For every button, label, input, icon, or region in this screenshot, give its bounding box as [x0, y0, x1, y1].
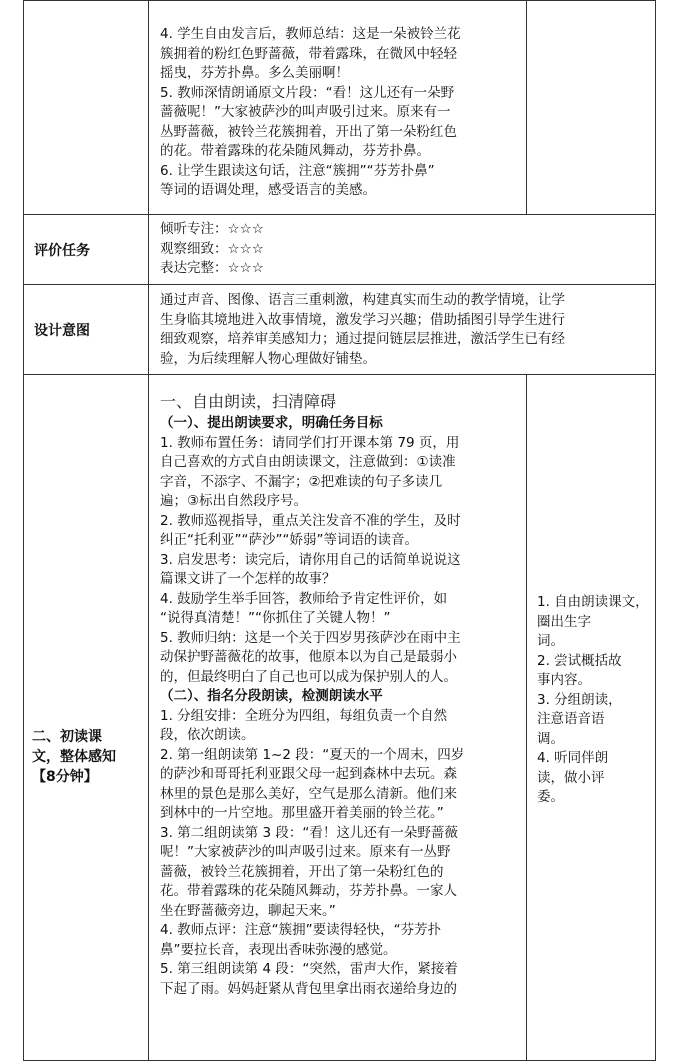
- step-line: 的，但最终明白了自己也可以成为保护别人的人。: [160, 668, 457, 685]
- step-line: 下起了雨。妈妈赶紧从背包里拿出雨衣递给身边的: [160, 980, 457, 997]
- step-line: 林里的景色是那么美好，空气是那么清新。他们来: [160, 785, 457, 802]
- text-line: 蔷薇呢！”大家被萨沙的叫声吸引过来。原来有一: [160, 104, 451, 120]
- step-line: 2. 教师巡视指导，重点关注发音不准的学生，及时: [160, 512, 461, 529]
- activity-line: 2. 尝试概括故: [537, 652, 622, 669]
- student-activities: [527, 375, 655, 808]
- step-line: 1. 分组安排：全班分为四组，每组负责一个自然: [160, 707, 448, 724]
- section2-content: [149, 391, 526, 999]
- step-line: 蔷薇，被铃兰花簇拥着，开出了第一朵粉红色的: [160, 863, 444, 880]
- step-line: 段，依次朗读。: [160, 727, 255, 743]
- criterion-line: 观察细致：☆☆☆: [160, 240, 264, 257]
- activity-line: 圈出生字: [537, 613, 591, 630]
- step-line: 到林中的一片空地。那里盛开着美丽的铃兰花。”: [160, 805, 444, 821]
- step-line: “说得真清楚！”“你抓住了关键人物！”: [160, 610, 391, 626]
- section-heading: 一、自由朗读，扫清障碍: [160, 392, 337, 411]
- text-line: 簇拥着的粉红色野蔷薇，带着露珠，在微风中轻轻: [160, 45, 457, 62]
- step-line: 篇课文讲了一个怎样的故事？: [160, 571, 336, 587]
- text-line: 通过声音、图像、语言三重刺激，构建真实而生动的教学情境，让学: [160, 292, 565, 308]
- step-line: 花。带着露珠的花朵随风舞动，芬芳扑鼻。一家人: [160, 883, 457, 899]
- subheading-1: （一）、提出朗读要求，明确任务目标: [160, 415, 383, 431]
- activity-line: 读，做小评: [537, 769, 605, 786]
- step-line: 3. 启发思考：读完后，请你用自己的话简单说说这: [160, 551, 461, 568]
- step-line: 坐在野蔷薇旁边，聊起天来。”: [160, 902, 336, 919]
- subsection-2-steps: [160, 707, 520, 1000]
- text-line: 5. 教师深情朗诵原文片段：“看！这儿还有一朵野: [160, 84, 455, 101]
- evaluation-content-cell: [148, 214, 656, 285]
- evaluation-label: 评价任务: [23, 214, 149, 285]
- row1-content-cell: [148, 0, 527, 215]
- text-line: 4. 学生自由发言后，教师总结：这是一朵被铃兰花: [160, 26, 461, 42]
- criterion-line: 表达完整：☆☆☆: [160, 260, 264, 276]
- row1-label-cell: [23, 0, 149, 215]
- step-line: 动保护野蔷薇花的故事，他原本以为自己是最弱小: [160, 649, 457, 665]
- text-line: 丛野蔷薇，被铃兰花簇拥着，开出了第一朵粉红色: [160, 123, 457, 140]
- text-line: 的花。带着露珠的花朵随风舞动，芬芳扑鼻。: [160, 143, 430, 159]
- step-line: 5. 第三组朗读第 4 段：“突然，雷声大作，紧接着: [160, 961, 458, 977]
- activity-line: 委。: [537, 789, 564, 805]
- activity-line: 事内容。: [537, 672, 591, 688]
- row1-activity-cell: [526, 0, 656, 215]
- section2-content-cell: [148, 374, 527, 1061]
- text-line: 细致观察，培养审美感知力；通过提问链层层推进，激活学生已有经: [160, 331, 565, 347]
- step-line: 1. 教师布置任务：请同学们打开课本第 79 页，用: [160, 434, 460, 451]
- activity-line: 1. 自由朗读课文，: [537, 594, 649, 610]
- step-line: 呢！”大家被萨沙的叫声吸引过来。原来有一丛野: [160, 844, 451, 860]
- section2-label-cell: [23, 374, 149, 1061]
- step-line: 3. 第二组朗读第 3 段：“看！这儿还有一朵野蔷薇: [160, 824, 458, 841]
- subheading-2: （二）、指名分段朗读，检测朗读水平: [160, 688, 383, 704]
- design-label: 设计意图: [23, 284, 149, 375]
- label-line: 二、初读课: [32, 729, 102, 745]
- activity-line: 注意语音语: [537, 711, 605, 727]
- text-line: 等词的语调处理，感受语言的美感。: [160, 182, 376, 198]
- criterion-line: 倾听专注：☆☆☆: [160, 221, 264, 237]
- text-line: 验，为后续理解人物心理做好铺垫。: [160, 350, 376, 367]
- activity-line: 调。: [537, 730, 564, 747]
- step-line: 4. 教师点评：注意“簇拥”要读得轻快，“芬芳扑: [160, 922, 442, 938]
- step-line: 鼻”要拉长音，表现出香味弥漫的感觉。: [160, 941, 397, 958]
- step-line: 5. 教师归纳：这是一个关于四岁男孩萨沙在雨中主: [160, 629, 461, 646]
- activity-line: 3. 分组朗读，: [537, 691, 622, 708]
- activity-line: 词。: [537, 633, 564, 649]
- activity-line: 4. 听同伴朗: [537, 750, 609, 766]
- step-line: 2. 第一组朗读第 1~2 段：“夏天的一个周末，四岁: [160, 746, 465, 763]
- evaluation-criteria: [149, 215, 655, 279]
- design-intent: [149, 285, 655, 369]
- subsection-1-steps: [160, 434, 520, 688]
- design-content-cell: [148, 284, 656, 375]
- label-line: 文，整体感知: [32, 749, 116, 765]
- step-line: 自己喜欢的方式自由朗读课文，注意做到：①读准: [160, 454, 456, 470]
- step-line: 4. 鼓励学生举手回答，教师给予肯定性评价，如: [160, 590, 448, 607]
- text-line: 生身临其境地进入故事情境，激发学习兴趣；借助插图引导学生进行: [160, 311, 565, 328]
- row1-content: [149, 1, 526, 201]
- label-line: 【8分钟】: [32, 769, 98, 785]
- text-line: 摇曳，芬芳扑鼻。多么美丽啊！: [160, 65, 349, 81]
- text-line: 6. 让学生跟读这句话，注意“簇拥”“芬芳扑鼻”: [160, 162, 435, 179]
- step-line: 字音，不添字、不漏字；②把难读的句子多读几: [160, 473, 443, 490]
- step-line: 遍；③标出自然段序号。: [160, 493, 308, 509]
- section2-label: [24, 375, 148, 787]
- step-line: 的萨沙和哥哥托利亚跟父母一起到森林中去玩。森: [160, 766, 457, 782]
- step-line: 纠正“托利亚”“萨沙”“娇弱”等词语的读音。: [160, 532, 418, 548]
- section2-activity-cell: [526, 374, 656, 1061]
